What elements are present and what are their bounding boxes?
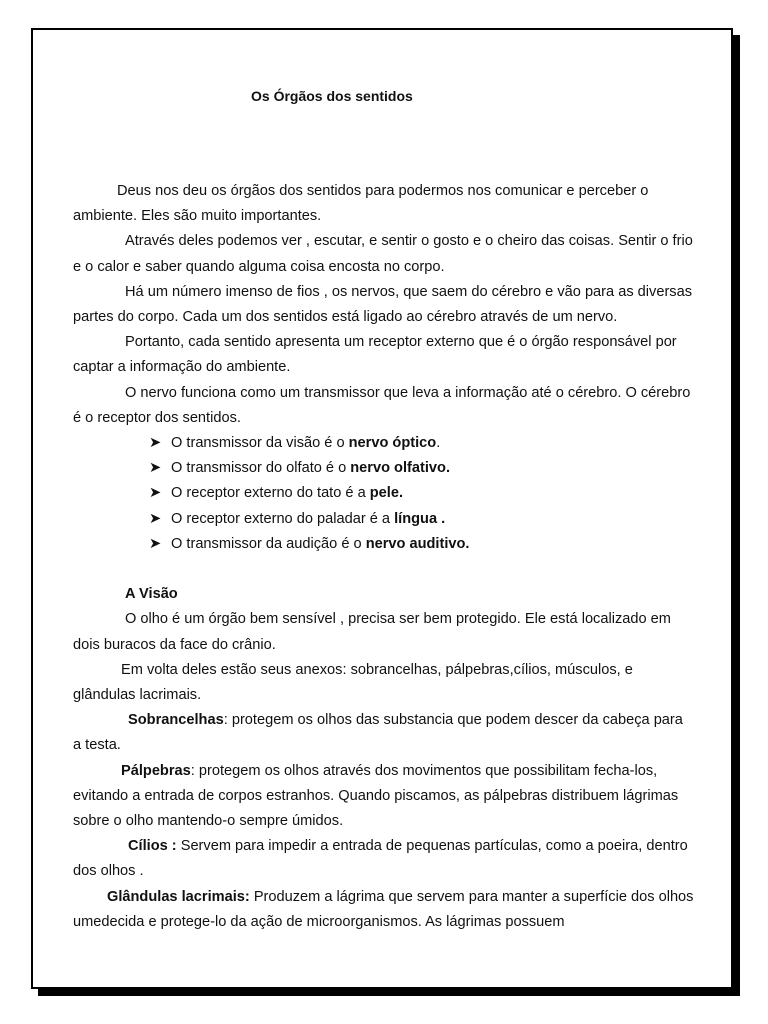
list-item (149, 532, 695, 557)
paragraph: Portanto, cada sentido apresenta um receptor externo que é o órgão responsável por captar a informação do ambiente. (73, 334, 677, 376)
annex-term: Cílios : (128, 838, 177, 855)
list-item-emphasis: língua . (394, 510, 446, 527)
arrowhead-bullet-icon: ➤ (149, 435, 162, 452)
list-item-text: O receptor externo do paladar é a (171, 510, 395, 527)
arrowhead-bullet-icon: ➤ (149, 485, 162, 502)
spacer (73, 557, 695, 582)
list-item (149, 431, 695, 456)
annex-paragraph (73, 834, 695, 884)
annex-term: Sobrancelhas (128, 712, 224, 729)
document-page (31, 28, 733, 989)
annex-term: Pálpebras (121, 762, 191, 779)
annex-description: : protegem os olhos das substancia que podem descer da cabeça para a testa. (73, 712, 683, 754)
list-item-emphasis: nervo olfativo. (350, 460, 451, 477)
list-item-emphasis: pele. (369, 485, 404, 502)
list-item-text: O transmissor da audição é o (171, 535, 366, 552)
list-item-text: O receptor externo do tato é a (171, 485, 370, 502)
arrowhead-bullet-icon: ➤ (149, 510, 162, 527)
list-item-tail: . (436, 435, 441, 452)
paragraph: O nervo funciona como um transmissor que leva a informação até o cérebro. O cérebro é o receptor dos sentidos. (73, 384, 691, 426)
arrowhead-bullet-icon: ➤ (149, 460, 162, 477)
paragraph: O olho é um órgão bem sensível , precisa ser bem protegido. Ele está localizado em dois buracos da face do crânio. (73, 611, 671, 653)
list-item (149, 456, 695, 481)
sense-transmitter-list (73, 431, 695, 557)
annex-term: Glândulas lacrimais: (107, 888, 250, 905)
document-body (73, 179, 695, 935)
annex-description: Servem para impedir a entrada de pequenas partículas, como a poeira, dentro dos olhos . (73, 838, 688, 880)
list-item (149, 507, 695, 532)
annex-description: : protegem os olhos através dos movimentos que possibilitam fecha-los, evitando a entrada de corpos estranhos. Quando piscamos, as pálpebras distribuem lágrimas sobre o olho mantendo-o sempre úmidos. (73, 762, 679, 830)
paragraph: Em volta deles estão seus anexos: sobrancelhas, pálpebras,cílios, músculos, e glândulas lacrimais. (73, 661, 633, 704)
list-item-text: O transmissor da visão é o (171, 435, 349, 452)
annex-description: Produzem a lágrima que servem para manter a superfície dos olhos umedecida e protege-lo da ação de microorganismos. As lágrimas possuem (73, 888, 694, 930)
paragraph: Através deles podemos ver , escutar, e sentir o gosto e o cheiro das coisas. Sentir o frio e o calor e saber quando alguma coisa encosta no corpo. (73, 233, 693, 275)
list-item (149, 481, 695, 506)
list-item-emphasis: nervo óptico (348, 435, 437, 452)
list-item-text: O transmissor do olfato é o (171, 460, 351, 477)
annex-paragraph (73, 708, 695, 758)
paragraph: Há um número imenso de fios , os nervos, que saem do cérebro e vão para as diversas partes do corpo. Cada um dos sentidos está ligado ao cérebro através de um nervo. (73, 283, 693, 326)
document-title: Os Órgãos dos sentidos (251, 88, 413, 104)
paragraph: Deus nos deu os órgãos dos sentidos para podermos nos comunicar e perceber o ambiente. Eles são muito importantes. (73, 183, 649, 225)
arrowhead-bullet-icon: ➤ (149, 535, 162, 552)
annex-paragraph (73, 885, 695, 935)
annex-paragraph (73, 759, 695, 835)
list-item-emphasis: nervo auditivo. (365, 535, 470, 552)
section-heading: A Visão (125, 586, 178, 603)
